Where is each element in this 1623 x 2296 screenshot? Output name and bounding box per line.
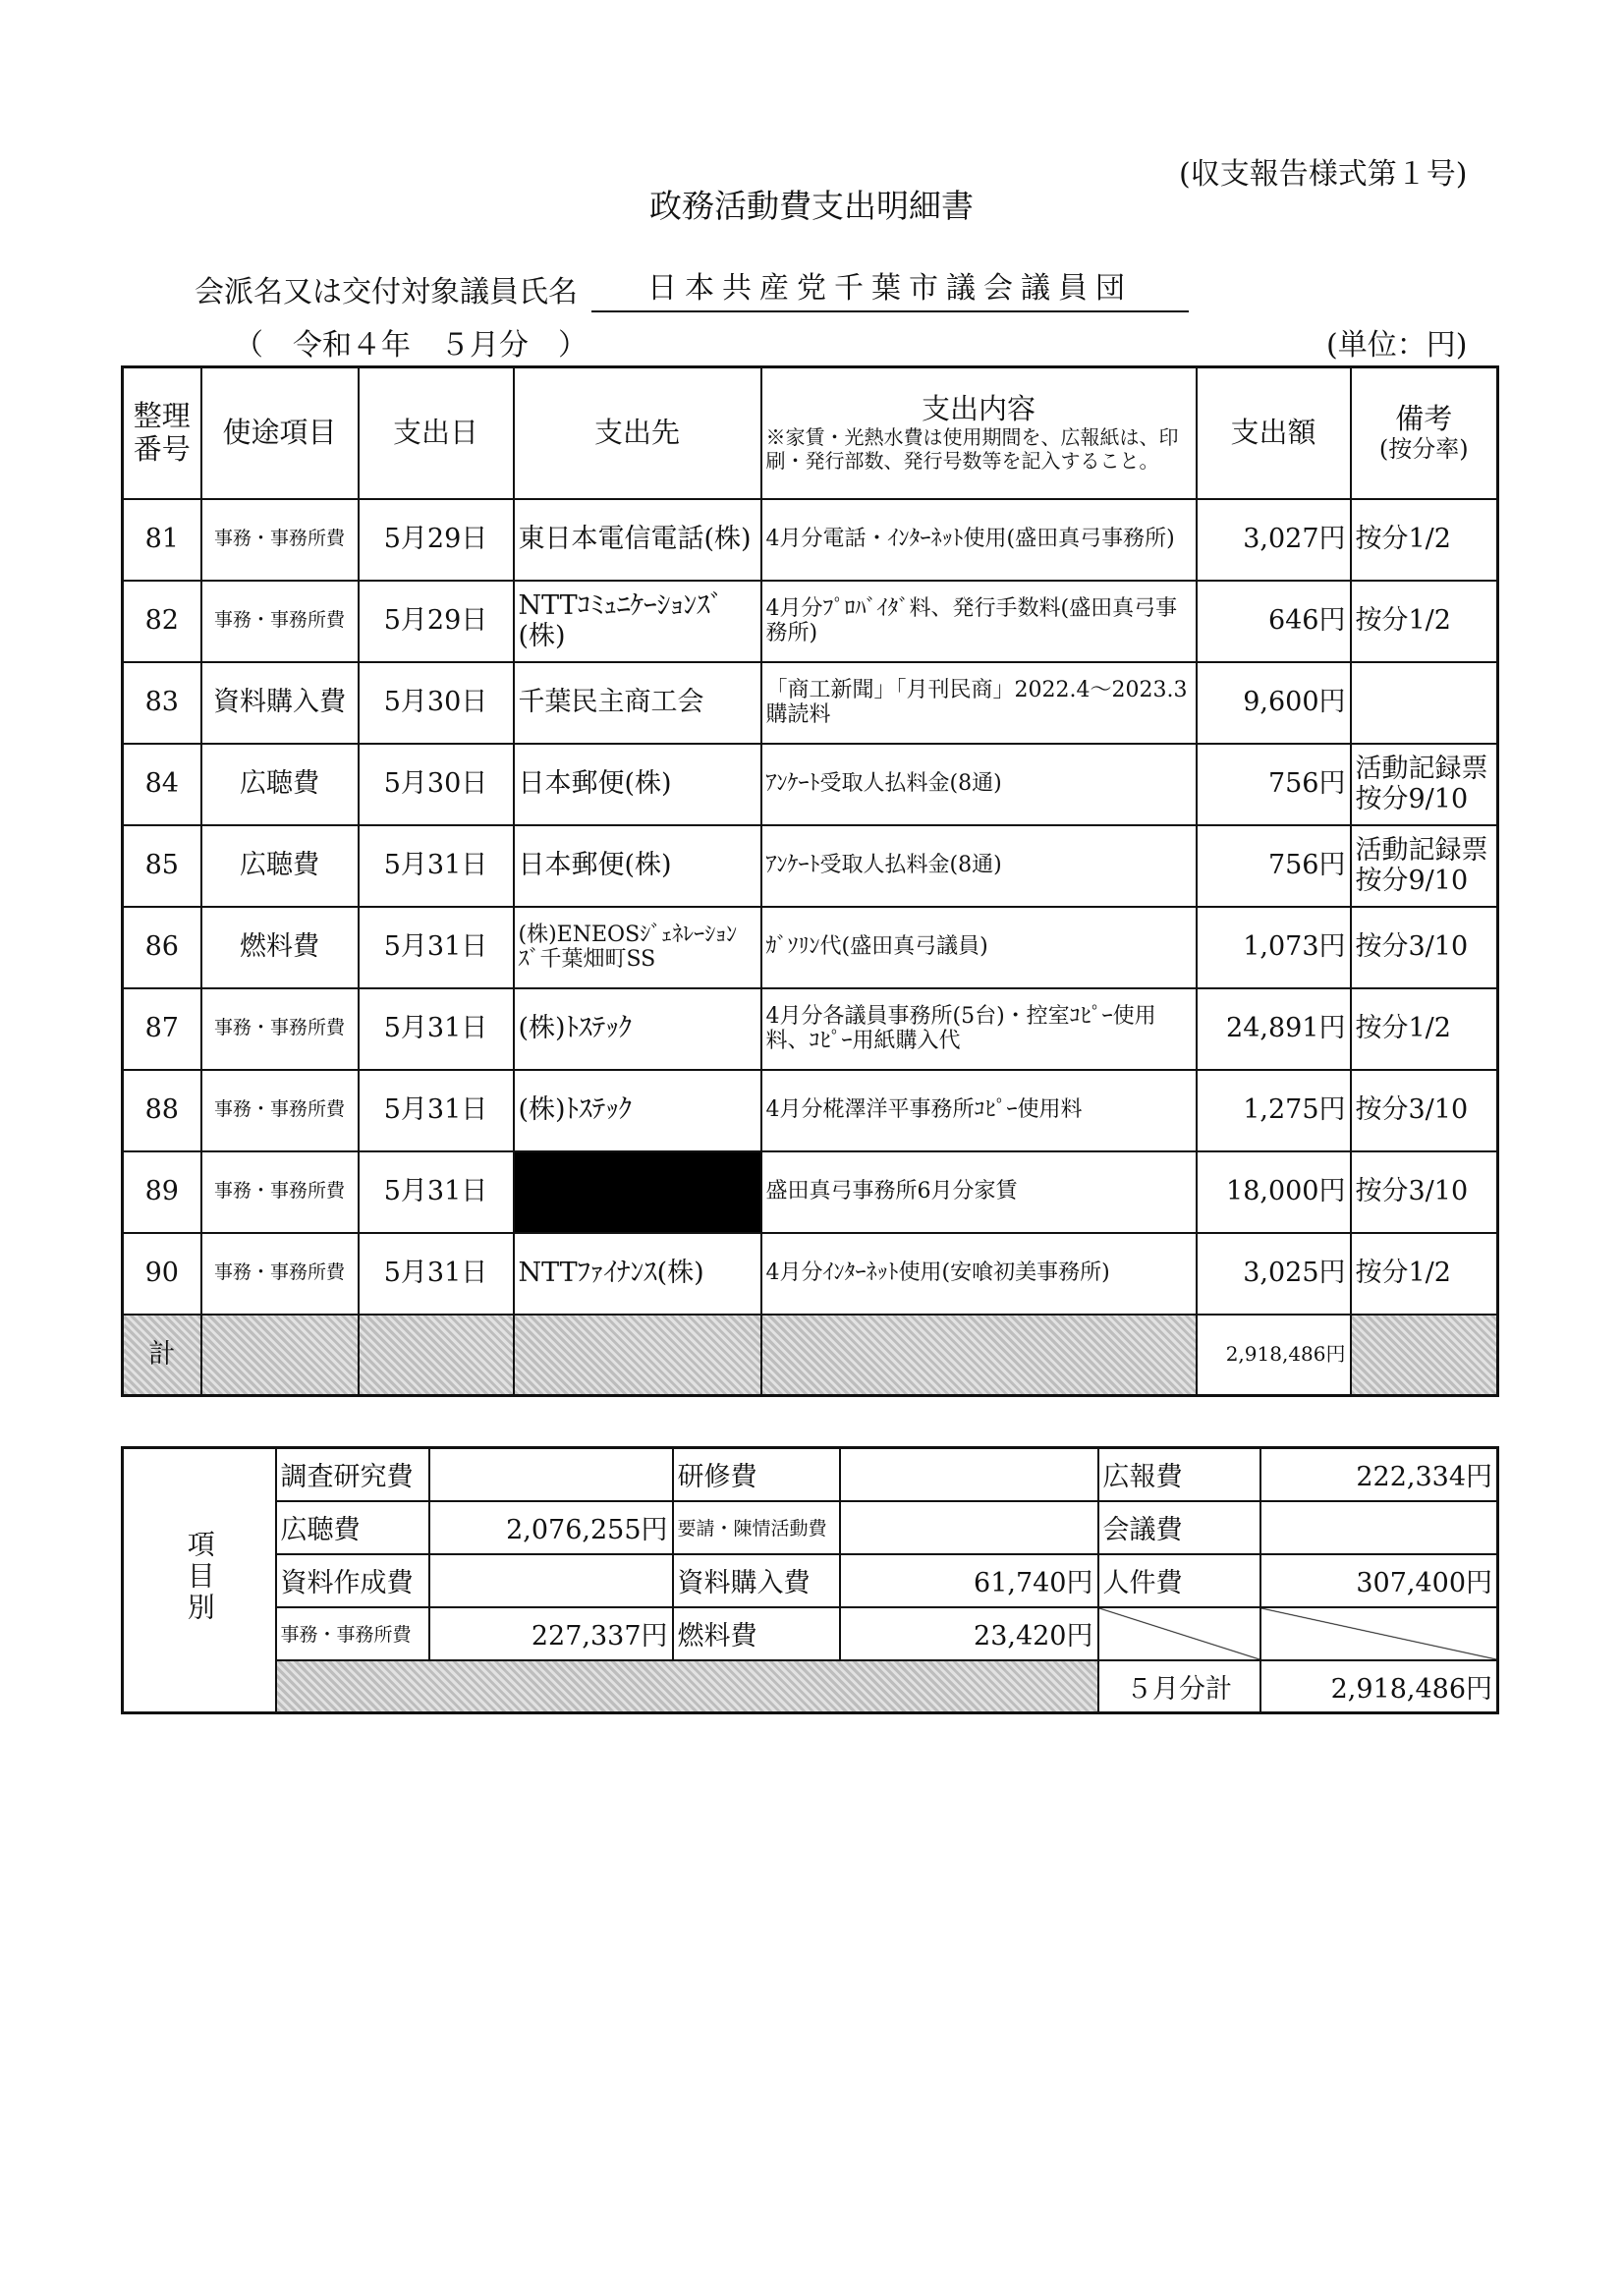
row-amount: 1,275円 — [1197, 1070, 1351, 1151]
row-no: 88 — [123, 1070, 201, 1151]
row-payee: (株)ENEOSｼﾞｪﾈﾚｰｼｮﾝｽﾞ千葉畑町SS — [514, 907, 761, 988]
row-date: 5月30日 — [359, 662, 514, 744]
row-payee: 日本郵便(株) — [514, 825, 761, 907]
table-row — [123, 907, 1498, 988]
row-no: 81 — [123, 499, 201, 581]
row-purpose: 広聴費 — [201, 744, 359, 825]
remarks-header-sub: (按分率) — [1378, 434, 1469, 463]
row-date: 5月31日 — [359, 988, 514, 1070]
month-total-label: ５月分計 — [1098, 1660, 1260, 1713]
col-header-amount: 支出額 — [1197, 367, 1351, 499]
table-header-row — [123, 367, 1498, 499]
crossed-out-cell — [1098, 1607, 1260, 1660]
shaded-cell — [1351, 1315, 1498, 1396]
row-no: 85 — [123, 825, 201, 907]
unit-label: (単位：円) — [1326, 328, 1468, 363]
table-row — [123, 581, 1498, 662]
category-label: 資料購入費 — [673, 1554, 840, 1607]
row-amount: 1,073円 — [1197, 907, 1351, 988]
table-row — [123, 1151, 1498, 1233]
row-date: 5月29日 — [359, 499, 514, 581]
row-purpose: 事務・事務所費 — [201, 499, 359, 581]
shaded-cell — [359, 1315, 514, 1396]
row-no: 83 — [123, 662, 201, 744]
total-label: 計 — [123, 1315, 201, 1396]
row-purpose: 事務・事務所費 — [201, 1233, 359, 1315]
row-payee: (株)ﾄｽﾃｯｸ — [514, 988, 761, 1070]
row-remarks: 活動記録票按分9/10 — [1351, 825, 1498, 907]
category-label: 燃料費 — [673, 1607, 840, 1660]
col-header-no: 整理番号 — [123, 367, 201, 499]
total-row — [123, 1315, 1498, 1396]
group-label: 会派名又は交付対象議員氏名 — [195, 275, 578, 309]
category-value: 23,420円 — [840, 1607, 1098, 1660]
expense-table — [121, 365, 1499, 1397]
row-purpose: 事務・事務所費 — [201, 1070, 359, 1151]
row-remarks: 按分1/2 — [1351, 1233, 1498, 1315]
redacted-payee — [514, 1151, 761, 1233]
row-amount: 3,025円 — [1197, 1233, 1351, 1315]
row-purpose: 燃料費 — [201, 907, 359, 988]
category-value — [840, 1448, 1098, 1501]
row-content: ｱﾝｹｰﾄ受取人払料金(8通) — [761, 744, 1197, 825]
row-no: 82 — [123, 581, 201, 662]
group-name: 日本共産党千葉市議会議員団 — [591, 263, 1189, 312]
col-header-remarks — [1351, 367, 1498, 499]
col-header-date: 支出日 — [359, 367, 514, 499]
table-row — [123, 1070, 1498, 1151]
row-purpose: 広聴費 — [201, 825, 359, 907]
crossed-out-cell — [1260, 1607, 1498, 1660]
category-label: 広聴費 — [276, 1501, 429, 1554]
content-header-label: 支出内容 — [921, 392, 1035, 426]
category-label: 事務・事務所費 — [276, 1607, 429, 1660]
category-side-label-cell — [123, 1448, 276, 1713]
row-payee: NTTﾌｧｲﾅﾝｽ(株) — [514, 1233, 761, 1315]
row-no: 87 — [123, 988, 201, 1070]
row-amount: 756円 — [1197, 825, 1351, 907]
period: （ 令和４年 ５月分 ） — [234, 328, 588, 363]
row-amount: 646円 — [1197, 581, 1351, 662]
row-remarks: 按分3/10 — [1351, 907, 1498, 988]
row-no: 86 — [123, 907, 201, 988]
row-content: ｱﾝｹｰﾄ受取人払料金(8通) — [761, 825, 1197, 907]
table-row — [123, 1233, 1498, 1315]
row-date: 5月31日 — [359, 1070, 514, 1151]
row-no: 90 — [123, 1233, 201, 1315]
row-payee: (株)ﾄｽﾃｯｸ — [514, 1070, 761, 1151]
category-value: 307,400円 — [1260, 1554, 1498, 1607]
month-total-value: 2,918,486円 — [1260, 1660, 1498, 1713]
category-label: 要請・陳情活動費 — [673, 1501, 840, 1554]
category-summary-table — [121, 1446, 1499, 1714]
row-payee: NTTｺﾐｭﾆｹｰｼｮﾝｽﾞ(株) — [514, 581, 761, 662]
row-amount: 24,891円 — [1197, 988, 1351, 1070]
category-value — [1260, 1501, 1498, 1554]
row-content: 4月分各議員事務所(5台)・控室ｺﾋﾟｰ使用料、ｺﾋﾟｰ用紙購入代 — [761, 988, 1197, 1070]
row-amount: 3,027円 — [1197, 499, 1351, 581]
row-payee: 千葉民主商工会 — [514, 662, 761, 744]
row-amount: 756円 — [1197, 744, 1351, 825]
row-purpose: 事務・事務所費 — [201, 581, 359, 662]
row-remarks: 按分3/10 — [1351, 1070, 1498, 1151]
category-side-label: 項目別 — [183, 1530, 216, 1624]
row-purpose: 事務・事務所費 — [201, 1151, 359, 1233]
row-payee: 東日本電信電話(株) — [514, 499, 761, 581]
row-date: 5月31日 — [359, 1233, 514, 1315]
category-value — [429, 1448, 673, 1501]
shaded-cell — [276, 1660, 1098, 1713]
col-header-purpose: 使途項目 — [201, 367, 359, 499]
row-content: 盛田真弓事務所6月分家賃 — [761, 1151, 1197, 1233]
row-content: 4月分ｲﾝﾀｰﾈｯﾄ使用(安喰初美事務所) — [761, 1233, 1197, 1315]
table-row — [123, 825, 1498, 907]
category-label: 研修費 — [673, 1448, 840, 1501]
row-amount: 18,000円 — [1197, 1151, 1351, 1233]
category-label: 会議費 — [1098, 1501, 1260, 1554]
row-date: 5月31日 — [359, 825, 514, 907]
category-value: 227,337円 — [429, 1607, 673, 1660]
category-value: 61,740円 — [840, 1554, 1098, 1607]
category-label: 人件費 — [1098, 1554, 1260, 1607]
row-remarks: 按分1/2 — [1351, 988, 1498, 1070]
row-purpose: 事務・事務所費 — [201, 988, 359, 1070]
row-content: 4月分電話・ｲﾝﾀｰﾈｯﾄ使用(盛田真弓事務所) — [761, 499, 1197, 581]
table-row — [123, 988, 1498, 1070]
category-value — [429, 1554, 673, 1607]
col-header-payee: 支出先 — [514, 367, 761, 499]
category-label: 資料作成費 — [276, 1554, 429, 1607]
form-id: (収支報告様式第１号) — [1179, 157, 1468, 192]
row-content: 「商工新聞」「月刊民商」2022.4～2023.3購読料 — [761, 662, 1197, 744]
row-no: 84 — [123, 744, 201, 825]
col-header-content — [761, 367, 1197, 499]
page-title: 政務活動費支出明細書 — [649, 187, 974, 225]
category-value — [840, 1501, 1098, 1554]
row-remarks — [1351, 662, 1498, 744]
table-row — [123, 662, 1498, 744]
shaded-cell — [514, 1315, 761, 1396]
shaded-cell — [201, 1315, 359, 1396]
category-value: 222,334円 — [1260, 1448, 1498, 1501]
row-date: 5月31日 — [359, 907, 514, 988]
row-purpose: 資料購入費 — [201, 662, 359, 744]
category-label: 調査研究費 — [276, 1448, 429, 1501]
row-payee: 日本郵便(株) — [514, 744, 761, 825]
row-remarks: 按分1/2 — [1351, 499, 1498, 581]
row-no: 89 — [123, 1151, 201, 1233]
row-date: 5月29日 — [359, 581, 514, 662]
row-content: ｶﾞｿﾘﾝ代(盛田真弓議員) — [761, 907, 1197, 988]
row-remarks: 按分1/2 — [1351, 581, 1498, 662]
table-row — [123, 744, 1498, 825]
row-content: 4月分椛澤洋平事務所ｺﾋﾟｰ使用料 — [761, 1070, 1197, 1151]
shaded-cell — [761, 1315, 1197, 1396]
row-amount: 9,600円 — [1197, 662, 1351, 744]
category-label: 広報費 — [1098, 1448, 1260, 1501]
table-row — [123, 499, 1498, 581]
row-date: 5月30日 — [359, 744, 514, 825]
row-remarks: 活動記録票按分9/10 — [1351, 744, 1498, 825]
remarks-header-label: 備考 — [1395, 402, 1453, 436]
category-value: 2,076,255円 — [429, 1501, 673, 1554]
row-date: 5月31日 — [359, 1151, 514, 1233]
row-remarks: 按分3/10 — [1351, 1151, 1498, 1233]
total-amount: 2,918,486円 — [1197, 1315, 1351, 1396]
row-content: 4月分ﾌﾟﾛﾊﾞｲﾀﾞ料、発行手数料(盛田真弓事務所) — [761, 581, 1197, 662]
content-header-note: ※家賃・光熱水費は使用期間を、広報紙は、印刷・発行部数、発行号数等を記入すること。 — [765, 425, 1179, 474]
